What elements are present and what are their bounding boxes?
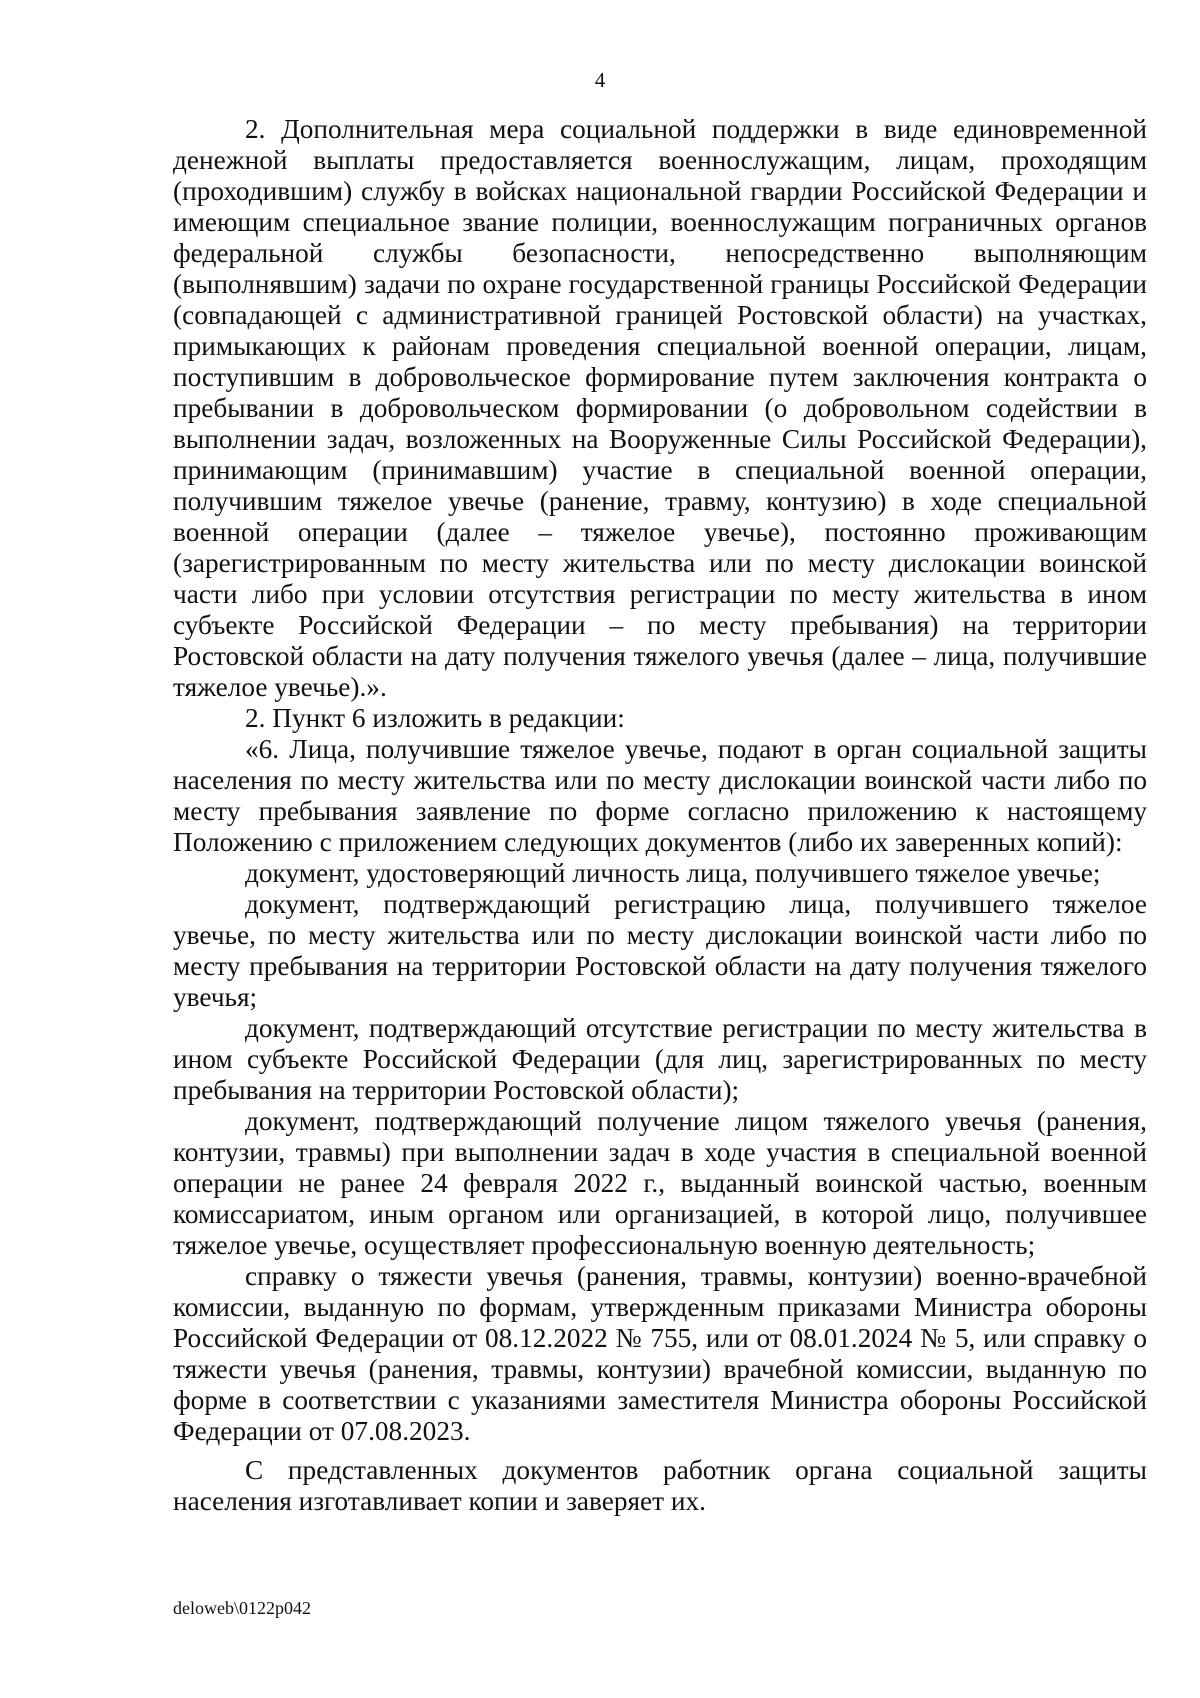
list-item-identity-document: документ, удостоверяющий личность лица, получившего тяжелое увечье;: [245, 858, 1101, 888]
list-item-injury-confirmation-document: документ, подтверждающий получение лицом тяжелого увечья (ранения, контузии, травмы) при выполнении задач в ходе участия в специальной военной операции не ранее 24 февраля 2022 г., выданный воинской частью, военным комиссариатом, иным органом или организацией, в которой лицо, получившее тяжелое увечье, осуществляет профессиональную военную деятельность;: [173, 1106, 1147, 1260]
paragraph-additional-support-measure: 2. Дополнительная мера социальной поддержки в виде единовременной денежной выплаты предоставляется военнослужащим, лицам, проходящим (проходившим) службу в войсках национальной гвардии Российской Федерации и имеющим специальное звание полиции, военнослужащим пограничных органов федеральной службы безопасности, непосредственно выполняющим (выполнявшим) задачи по охране государственной границы Российской Федерации (совпадающей с административной границей Ростовской области) на участках, примыкающих к районам проведения специальной военной операции, лицам, поступившим в добровольческое формирование путем заключения контракта о пребывании в добровольческом формировании (о добровольном содействии в выполнении задач, возложенных на Вооруженные Силы Российской Федерации), принимающим (принимавшим) участие в специальной военной операции, получившим тяжелое увечье (ранение, травму, контузию) в ходе специальной военной операции (далее – тяжелое увечье), постоянно проживающим (зарегистрированным по месту жительства или по месту дислокации воинской части либо при условии отсутствия регистрации по месту жительства в ином субъекте Российской Федерации – по месту пребывания) на территории Ростовской области на дату получения тяжелого увечья (далее – лица, получившие тяжелое увечье).».: [173, 114, 1147, 702]
footer-document-code: deloweb\0122p042: [173, 1598, 311, 1618]
paragraph-copies-certification: С представленных документов работник органа социальной защиты населения изготавливает копии и заверяет их.: [173, 1455, 1147, 1516]
paragraph-application-submission: «6. Лица, получившие тяжелое увечье, подают в орган социальной защиты населения по месту жительства или по месту дислокации воинской части либо по месту пребывания заявление по форме согласно приложению к настоящему Положению с приложением следующих документов (либо их заверенных копий):: [173, 734, 1147, 857]
paragraph-amendment-point-6: 2. Пункт 6 изложить в редакции:: [245, 703, 625, 733]
list-item-registration-document: документ, подтверждающий регистрацию лица, получившего тяжелое увечье, по месту жительства или по месту дислокации воинской части либо по месту пребывания на территории Ростовской области на дату получения тяжелого увечья;: [173, 889, 1147, 1012]
document-body: [173, 114, 1147, 1517]
page-number: 4: [594, 68, 606, 92]
list-item-injury-severity-certificate: справку о тяжести увечья (ранения, травмы, контузии) военно-врачебной комиссии, выданную по формам, утвержденным приказами Министра обороны Российской Федерации от 08.12.2022 № 755, или от 08.01.2024 № 5, или справку о тяжести увечья (ранения, травмы, контузии) врачебной комиссии, выданную по форме в соответствии с указаниями заместителя Министра обороны Российской Федерации от 07.08.2023.: [173, 1261, 1147, 1446]
list-item-no-registration-document: документ, подтверждающий отсутствие регистрации по месту жительства в ином субъекте Российской Федерации (для лиц, зарегистрированных по месту пребывания на территории Ростовской области);: [173, 1013, 1147, 1105]
